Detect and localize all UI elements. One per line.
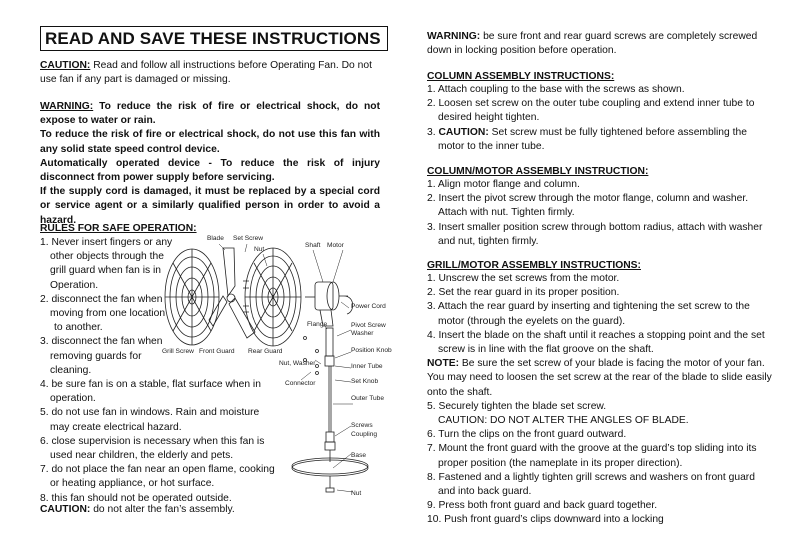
label-screws: Screws	[351, 422, 373, 429]
label-washer: Washer	[351, 330, 374, 337]
motor-drawing	[305, 282, 353, 326]
leader-lines	[219, 244, 353, 492]
label-flange: Flange	[307, 321, 328, 328]
rule-line: moving from one location	[50, 308, 166, 320]
rule-line: 2. disconnect the fan when	[40, 293, 163, 305]
rule-line: used near children, the elderly and pets.	[50, 450, 234, 462]
label-nut-bottom: Nut	[351, 490, 362, 497]
list-item: 9. Press both front guard and back guard together.	[427, 500, 658, 512]
label-nut: Nut	[254, 246, 265, 253]
warning-line-3: Automatically operated device - To reduce the risk of injury disconnect from power supply before servicing.	[40, 157, 380, 184]
caution-label: CAUTION:	[40, 60, 91, 71]
list-item: 3. Insert smaller position screw through bottom radius, attach with washer and nut, tighten firmly.	[427, 221, 763, 247]
warning-line-2: To reduce the risk of fire or electrical shock, do not use this fan with any solid state speed control device.	[40, 129, 380, 155]
rear-guard-drawing	[245, 248, 301, 346]
rule-line: operation.	[50, 393, 96, 405]
list-item: 1. Unscrew the set screws from the motor.	[427, 273, 620, 284]
label-rear-guard: Rear Guard	[248, 348, 283, 355]
list-item: 7. Mount the front guard with the groove at the guard’s top sliding into its proper position (the nameplate in its proper direction).	[427, 443, 757, 469]
list-item: 5. Securely tighten the blade set screw.	[427, 400, 607, 412]
label-connector: Connector	[285, 380, 316, 387]
caution-intro	[40, 59, 380, 87]
right-warning-label: WARNING:	[427, 31, 481, 42]
label-coupling: Coupling	[351, 431, 378, 438]
rule-line: 3. disconnect the fan when	[40, 336, 163, 348]
list-item: 6. Turn the clips on the front guard outward.	[427, 429, 627, 441]
rule-line: 8. this fan should not be operated outside.	[40, 492, 232, 504]
item-text: Set screw must be fully tightened before assembling the motor to the inner tube.	[438, 126, 747, 152]
label-front-guard: Front Guard	[199, 348, 235, 355]
rule-line: to another.	[54, 322, 103, 334]
list-item: 2. Loosen set screw on the outer tube coupling and extend inner tube to desired height tighten.	[427, 98, 755, 124]
rule-line: 7. do not place the fan near an open flame, cooking	[40, 464, 275, 476]
right-warning-text: be sure front and rear guard screws are completely screwed down in locking position before operation.	[427, 31, 758, 57]
label-inner-tube: Inner Tube	[351, 363, 383, 370]
caution-text: Read and follow all instructions before Operating Fan. Do not use fan if any part is damaged or missing.	[40, 60, 372, 86]
label-pivot-screw: Pivot Screw	[351, 322, 386, 329]
column-motor-heading: COLUMN/MOTOR ASSEMBLY INSTRUCTION:	[427, 166, 649, 177]
rule-line: cleaning.	[50, 364, 92, 376]
rule-line: Operation.	[50, 279, 99, 291]
list-item: 3. Attach the rear guard by inserting and tightening the set screw to the motor (through the eyelets on the guard).	[427, 301, 750, 327]
rule-line: or heating appliance, or hot surface.	[50, 478, 215, 490]
column-assembly-list	[427, 83, 772, 154]
fan-exploded-diagram	[155, 236, 395, 506]
label-shaft: Shaft	[305, 242, 321, 249]
grill-motor-list	[427, 272, 772, 528]
warning-line-1: To reduce the risk of fire or electrical shock, do not expose to water or rain.	[40, 101, 380, 127]
list-item: 1. Attach coupling to the base with the screws as shown.	[427, 84, 685, 95]
rule-line: removing guards for	[50, 350, 142, 362]
list-item: 8. Fastened and a lightly tighten grill screws and washers on front guard and into back guard.	[427, 471, 755, 498]
column-assembly-heading: COLUMN ASSEMBLY INSTRUCTIONS:	[427, 71, 615, 82]
caution-bottom-label: CAUTION:	[40, 504, 91, 515]
blade-caution: CAUTION: DO NOT ALTER THE ANGLES OF BLADE.	[438, 415, 689, 427]
warning-block	[40, 100, 380, 228]
label-motor: Motor	[327, 242, 344, 249]
column-motor-list	[427, 178, 772, 249]
note-label: NOTE:	[427, 358, 460, 370]
rule-line: grill guard when fan is in	[50, 265, 162, 277]
label-power-cord: Power Cord	[351, 303, 386, 310]
rule-line: may create electrical hazard.	[50, 421, 182, 433]
list-item: 4. Insert the blade on the shaft until it reaches a stopping point and the set screw is in line with the flat groove on the shaft.	[427, 329, 765, 356]
page-title: READ AND SAVE THESE INSTRUCTIONS	[40, 26, 388, 51]
label-nut-washer: Nut, Washer	[279, 360, 316, 367]
list-item: 2. Insert the pivot screw through the motor flange, column and washer. Attach with nut. Tighten firmly.	[427, 193, 749, 219]
label-outer-tube: Outer Tube	[351, 395, 384, 402]
note	[427, 357, 772, 400]
blade-drawing	[209, 248, 255, 338]
caution-label: CAUTION:	[438, 126, 489, 138]
label-base: Base	[351, 452, 367, 459]
label-blade: Blade	[207, 235, 224, 242]
caution-bottom-text: do not alter the fan’s assembly.	[90, 504, 235, 515]
label-set-knob: Set Knob	[351, 378, 379, 385]
label-position-knob: Position Knob	[351, 347, 392, 354]
rule-line: 4. be sure fan is on a stable, flat surface when in	[40, 379, 261, 391]
rule-line: 1. Never insert fingers or any	[40, 237, 173, 248]
note-text: Be sure the set screw of your blade is facing the motor of your fan. You may need to loosen the set screw at the rear of the blade to slide easily onto the shaft.	[427, 358, 772, 398]
list-item	[427, 126, 772, 154]
warning-label: WARNING:	[40, 101, 94, 112]
rule-line: other objects through the	[50, 251, 164, 263]
list-item: 1. Align motor flange and column.	[427, 179, 580, 190]
item-number: 3.	[427, 126, 439, 138]
right-warning	[427, 30, 772, 58]
label-set-screw: Set Screw	[233, 235, 264, 242]
rule-line: 5. do not use fan in windows. Rain and moisture	[40, 407, 260, 419]
grill-motor-heading: GRILL/MOTOR ASSEMBLY INSTRUCTIONS:	[427, 260, 641, 271]
front-guard-drawing	[165, 249, 219, 345]
rules-heading: RULES FOR SAFE OPERATION:	[40, 223, 197, 234]
rule-line: 6. close supervision is necessary when this fan is	[40, 435, 265, 447]
label-grill-screw: Grill Screw	[162, 348, 194, 355]
warning-line-4: If the supply cord is damaged, it must be replaced by a special cord or service agent or a similarly qualified person in order to avoid a hazard.	[40, 186, 380, 226]
list-item: 10. Push front guard’s clips downward into a locking	[427, 514, 664, 526]
list-item: 2. Set the rear guard in its proper position.	[427, 287, 620, 299]
